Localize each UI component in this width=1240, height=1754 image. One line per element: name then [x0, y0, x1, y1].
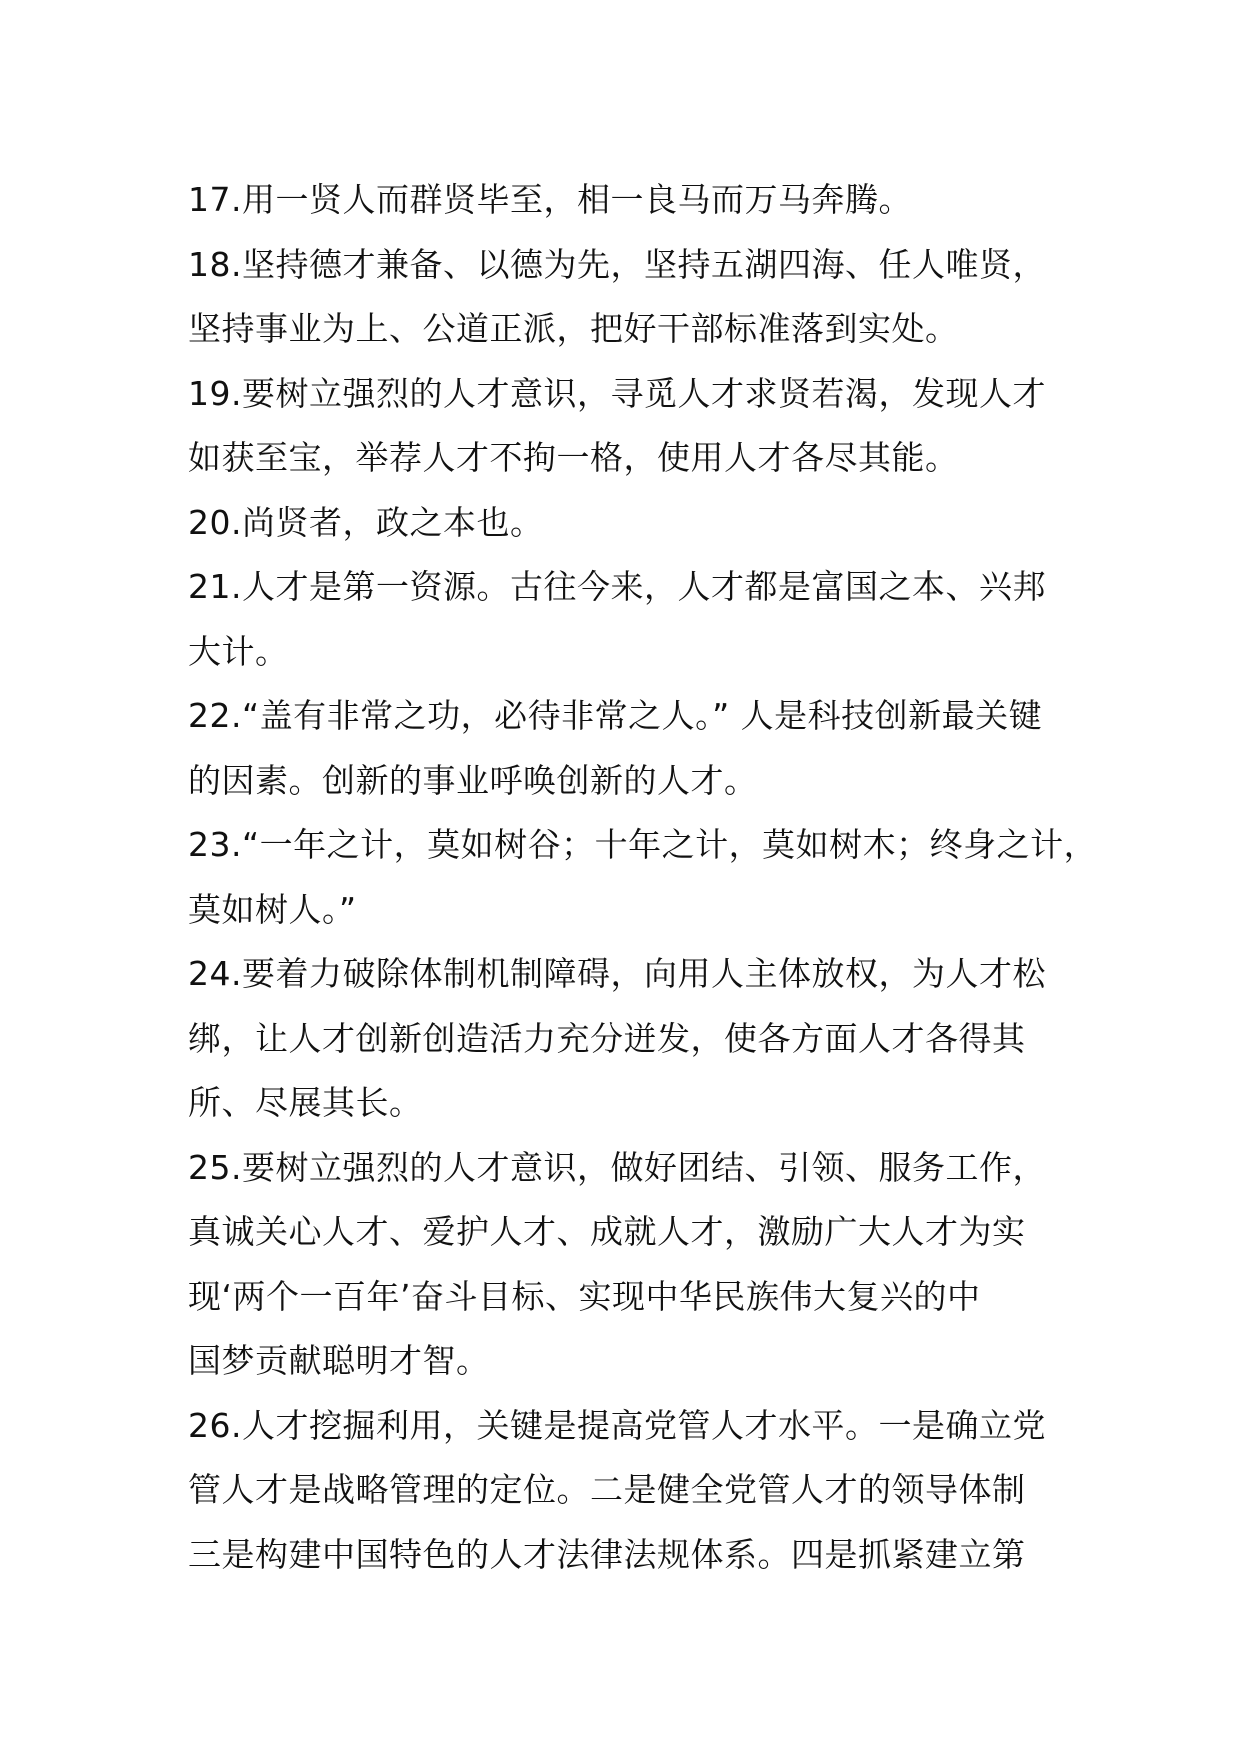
text-line: 三是构建中国特色的人才法律法规体系。四是抓紧建立第 — [188, 1534, 1026, 1574]
text-line: 的因素。创新的事业呼唤创新的人才。 — [188, 760, 758, 800]
text-line: 19.要树立强烈的人才意识，寻觅人才求贤若渴，发现人才 — [188, 373, 1046, 413]
document-body — [188, 168, 1098, 1587]
text-line: 24.要着力破除体制机制障碍，向用人主体放权，为人才松 — [188, 954, 1046, 993]
text-line: 22.“盖有非常之功，必待非常之人。” 人是科技创新最关键 — [188, 696, 1043, 735]
text-line: 25.要树立强烈的人才意识，做好团结、引领、服务工作， — [188, 1147, 1046, 1187]
text-line: 26.人才挖掘利用，关键是提高党管人才水平。一是确立党 — [188, 1405, 1046, 1445]
text-line: 管人才是战略管理的定位。二是健全党管人才的领导体制 — [188, 1470, 1026, 1509]
text-line: 18.坚持德才兼备、以德为先，坚持五湖四海、任人唯贤， — [188, 244, 1046, 284]
text-line: 现‘两个一百年’奋斗目标、实现中华民族伟大复兴的中 — [188, 1276, 981, 1316]
text-line: 20.尚贤者，政之本也。 — [188, 502, 544, 542]
text-line: 真诚关心人才、爱护人才、成就人才，激励广大人才为实 — [188, 1212, 1026, 1251]
text-line: 莫如树人。” — [188, 889, 357, 929]
text-line: 大计。 — [188, 631, 289, 671]
text-line: 如获至宝，举荐人才不拘一格，使用人才各尽其能。 — [188, 438, 959, 477]
text-line: 坚持事业为上、公道正派，把好干部标准落到实处。 — [188, 309, 959, 348]
text-line: 17.用一贤人而群贤毕至，相一良马而万马奔腾。 — [188, 180, 912, 219]
text-line: 所、尽展其长。 — [188, 1083, 423, 1122]
text-line: 绑，让人才创新创造活力充分迸发，使各方面人才各得其 — [188, 1018, 1026, 1058]
text-line: 21.人才是第一资源。古往今来，人才都是富国之本、兴邦 — [188, 567, 1046, 606]
text-line: 23.“一年之计，莫如树谷；十年之计，莫如树木；终身之计， — [188, 825, 1098, 864]
text-line: 国梦贡献聪明才智。 — [188, 1341, 490, 1380]
